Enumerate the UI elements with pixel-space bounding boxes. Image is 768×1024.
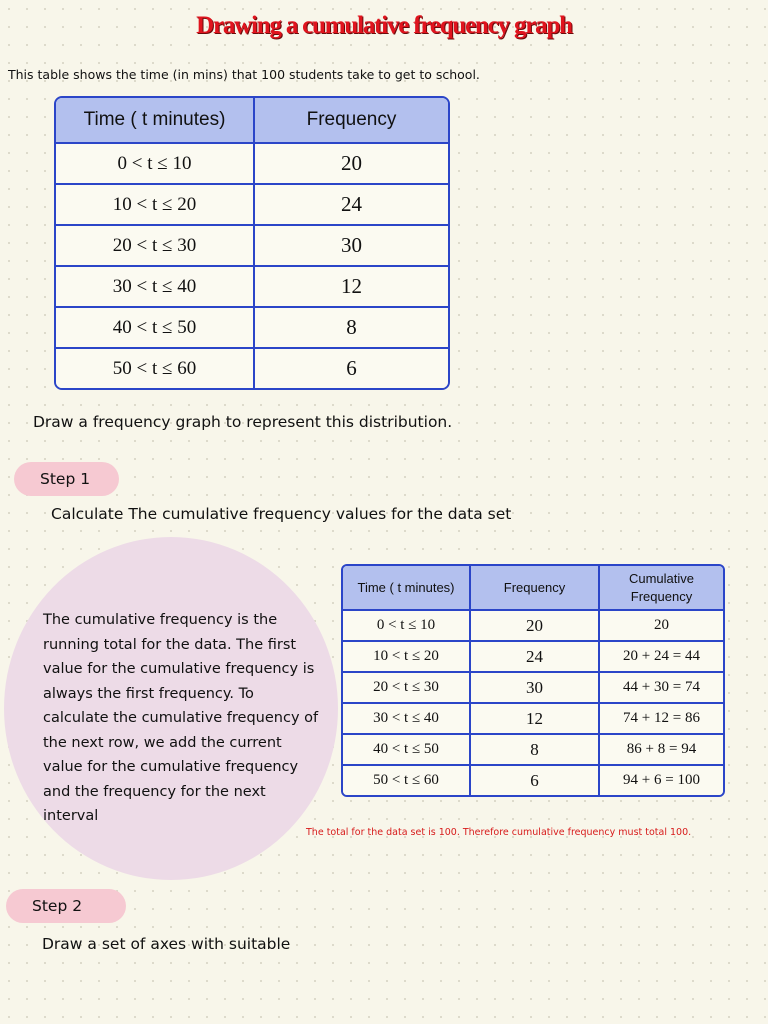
table-row — [56, 267, 448, 308]
explanation-text: The cumulative frequency is the running total for the data. The first value for the cumulative frequency is always the first frequency. To calculate the cumulative frequency of the next row, we add the current value for the cumulative frequency and the frequency for the next interval — [43, 612, 319, 824]
table-row — [343, 735, 723, 766]
table-row — [56, 349, 448, 388]
frequency-cell: 30 — [255, 226, 448, 267]
header-frequency: Frequency — [255, 98, 448, 144]
interval-cell: 20 < t ≤ 30 — [343, 673, 471, 704]
cumulative-cell: 74 + 12 = 86 — [600, 704, 723, 735]
frequency-cell: 12 — [471, 704, 600, 735]
interval-cell: 10 < t ≤ 20 — [56, 185, 255, 226]
header-time: Time ( t minutes) — [56, 98, 255, 144]
interval-cell: 30 < t ≤ 40 — [56, 267, 255, 308]
frequency-table — [54, 96, 450, 390]
header-frequency: Frequency — [471, 566, 600, 611]
interval-cell: 50 < t ≤ 60 — [56, 349, 255, 388]
cumulative-cell: 86 + 8 = 94 — [600, 735, 723, 766]
table-row — [56, 308, 448, 349]
interval-cell: 40 < t ≤ 50 — [56, 308, 255, 349]
cumulative-cell: 20 — [600, 611, 723, 642]
cumulative-cell: 44 + 30 = 74 — [600, 673, 723, 704]
header-cumulative-label: Cumulative Frequency — [628, 570, 695, 604]
interval-cell: 40 < t ≤ 50 — [343, 735, 471, 766]
step-1-text: Calculate The cumulative frequency values for the data set — [51, 505, 512, 523]
cumulative-cell: 20 + 24 = 44 — [600, 642, 723, 673]
table-row — [56, 226, 448, 267]
frequency-cell: 6 — [471, 766, 600, 795]
interval-cell: 10 < t ≤ 20 — [343, 642, 471, 673]
interval-cell: 30 < t ≤ 40 — [343, 704, 471, 735]
table-row — [343, 766, 723, 795]
interval-cell: 50 < t ≤ 60 — [343, 766, 471, 795]
header-time: Time ( t minutes) — [343, 566, 471, 611]
frequency-cell: 20 — [471, 611, 600, 642]
instruction-text: Draw a frequency graph to represent this distribution. — [33, 413, 453, 431]
frequency-cell: 8 — [255, 308, 448, 349]
intro-text: This table shows the time (in mins) that 100 students take to get to school. — [8, 67, 480, 82]
step-2-text: Draw a set of axes with suitable — [42, 935, 291, 953]
frequency-cell: 24 — [471, 642, 600, 673]
table-row — [56, 185, 448, 226]
frequency-cell: 24 — [255, 185, 448, 226]
frequency-cell: 8 — [471, 735, 600, 766]
table-row — [343, 704, 723, 735]
table-row — [56, 144, 448, 185]
frequency-cell: 12 — [255, 267, 448, 308]
table-row — [343, 642, 723, 673]
interval-cell: 20 < t ≤ 30 — [56, 226, 255, 267]
step-1-badge: Step 1 — [14, 462, 119, 496]
page-title: Drawing a cumulative frequency graph — [196, 12, 572, 39]
header-cumulative — [600, 566, 723, 611]
step-2-badge: Step 2 — [6, 889, 126, 923]
frequency-cell: 20 — [255, 144, 448, 185]
interval-cell: 0 < t ≤ 10 — [56, 144, 255, 185]
table-row — [343, 611, 723, 642]
table-header-row — [56, 98, 448, 144]
total-note: The total for the data set is 100. Therefore cumulative frequency must total 100. — [306, 827, 692, 838]
table-header-row — [343, 566, 723, 611]
table-row — [343, 673, 723, 704]
frequency-cell: 30 — [471, 673, 600, 704]
cumulative-cell: 94 + 6 = 100 — [600, 766, 723, 795]
interval-cell: 0 < t ≤ 10 — [343, 611, 471, 642]
frequency-cell: 6 — [255, 349, 448, 388]
cumulative-frequency-table — [341, 564, 725, 797]
